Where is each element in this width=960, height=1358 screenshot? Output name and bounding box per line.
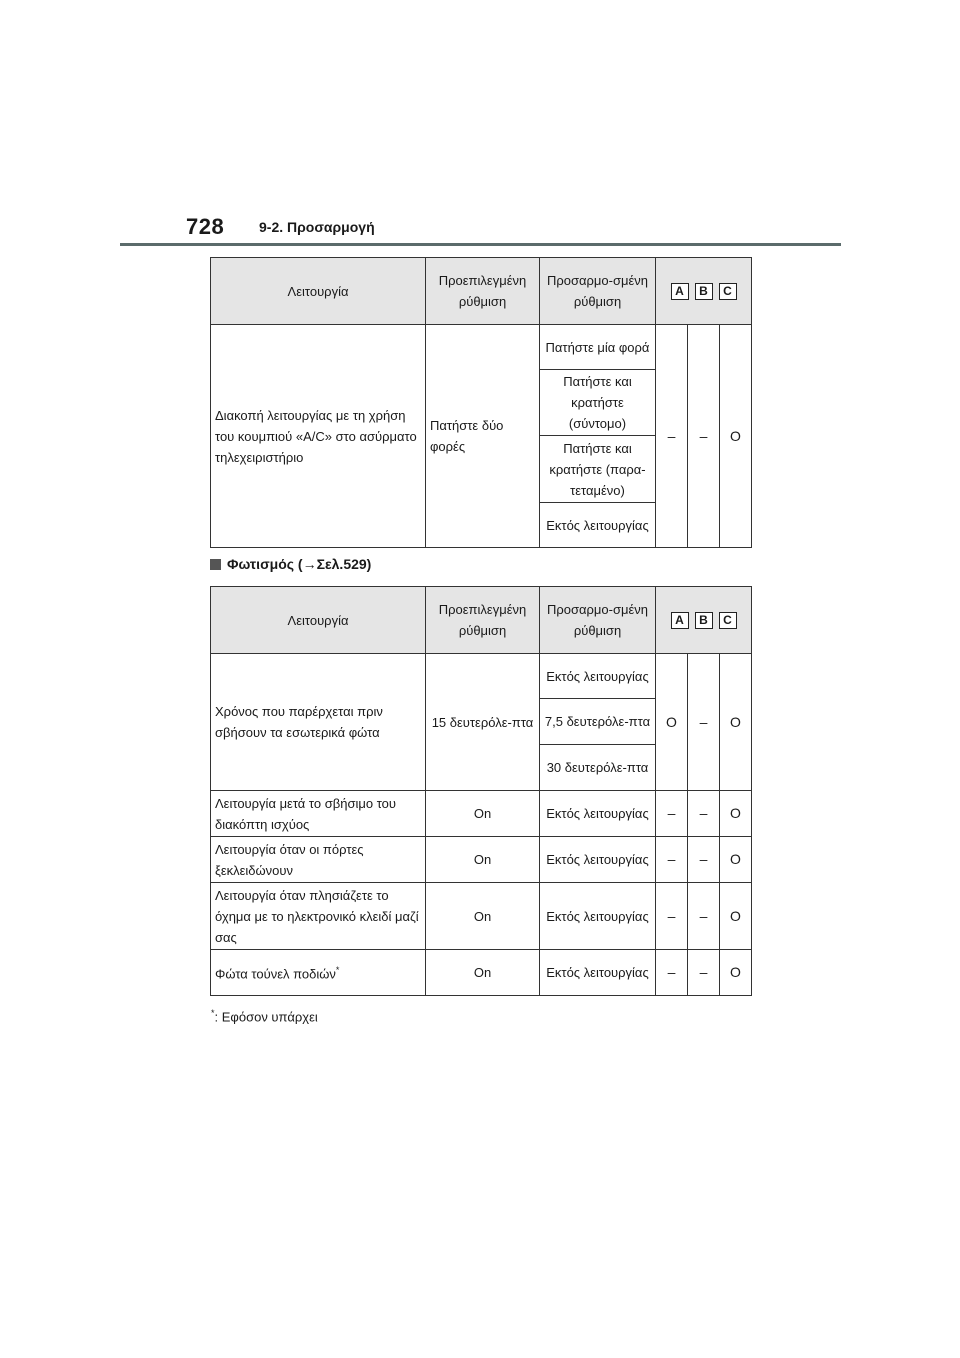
table-row: [211, 325, 752, 370]
a-cell: –: [656, 837, 688, 883]
option-cell: Εκτός λειτουργίας: [540, 883, 656, 950]
b-cell: –: [688, 654, 720, 791]
option-cell: Εκτός λειτουργίας: [540, 837, 656, 883]
b-box-icon: B: [695, 612, 713, 629]
b-cell: –: [688, 791, 720, 837]
table-row: [211, 950, 752, 996]
a-cell: –: [656, 950, 688, 996]
lighting-heading: [210, 556, 371, 572]
c-cell: O: [720, 950, 752, 996]
square-bullet-icon: [210, 559, 221, 570]
default-cell: 15 δευτερόλε-πτα: [426, 654, 540, 791]
option-cell: Εκτός λειτουργίας: [540, 791, 656, 837]
c-cell: O: [720, 325, 752, 548]
default-cell: On: [426, 883, 540, 950]
col-default-header: Προεπιλεγμένη ρύθμιση: [426, 587, 540, 654]
footnote: [211, 1008, 318, 1024]
col-abc-header: [656, 258, 752, 325]
c-cell: O: [720, 791, 752, 837]
b-cell: –: [688, 950, 720, 996]
function-text: Φώτα τούνελ ποδιών: [215, 966, 336, 982]
function-cell: Διακοπή λειτουργίας με τη χρήση του κουμπιού «A/C» στο ασύρματο τηλεχειριστήριο: [211, 325, 426, 548]
a-cell: –: [656, 325, 688, 548]
option-cell: Εκτός λειτουργίας: [540, 950, 656, 996]
footnote-text: : Εφόσον υπάρχει: [214, 1009, 318, 1025]
option-cell: Πατήστε και κρατήστε (παρα-τεταμένο): [540, 436, 656, 503]
c-box-icon: C: [719, 283, 737, 300]
default-cell: On: [426, 950, 540, 996]
table-row: [211, 837, 752, 883]
col-abc-header: [656, 587, 752, 654]
option-cell: Εκτός λειτουργίας: [540, 503, 656, 548]
a-cell: O: [656, 654, 688, 791]
footnote-mark: *: [211, 1008, 215, 1018]
b-cell: –: [688, 325, 720, 548]
option-cell: 7,5 δευτερόλε-πτα: [540, 699, 656, 745]
function-cell: [211, 950, 426, 996]
settings-table-lighting: [210, 586, 752, 996]
function-cell: Χρόνος που παρέρχεται πριν σβήσουν τα εσωτερικά φώτα: [211, 654, 426, 791]
lighting-heading-text: Φωτισμός (→Σελ.529): [227, 556, 372, 572]
a-box-icon: A: [671, 612, 689, 629]
page-number: 728: [186, 214, 225, 239]
table-header-row: [211, 258, 752, 325]
b-box-icon: B: [695, 283, 713, 300]
footnote-mark: *: [335, 965, 340, 976]
function-cell: Λειτουργία όταν οι πόρτες ξεκλειδώνουν: [211, 837, 426, 883]
table-header-row: [211, 587, 752, 654]
option-cell: Πατήστε μία φορά: [540, 325, 656, 370]
option-cell: 30 δευτερόλε-πτα: [540, 745, 656, 791]
table-row: [211, 883, 752, 950]
function-cell: Λειτουργία όταν πλησιάζετε το όχημα με το ηλεκτρονικό κλειδί μαζί σας: [211, 883, 426, 950]
option-cell: Εκτός λειτουργίας: [540, 654, 656, 699]
c-cell: O: [720, 837, 752, 883]
c-cell: O: [720, 654, 752, 791]
function-cell: Λειτουργία μετά το σβήσιμο του διακόπτη ισχύος: [211, 791, 426, 837]
table-row: [211, 654, 752, 699]
col-function-header: Λειτουργία: [211, 258, 426, 325]
a-cell: –: [656, 791, 688, 837]
default-cell: On: [426, 791, 540, 837]
col-custom-header: Προσαρμο-σμένη ρύθμιση: [540, 258, 656, 325]
col-custom-header: Προσαρμο-σμένη ρύθμιση: [540, 587, 656, 654]
section-title: 9-2. Προσαρμογή: [259, 219, 375, 235]
table-row: [211, 791, 752, 837]
col-function-header: Λειτουργία: [211, 587, 426, 654]
option-cell: Πατήστε και κρατήστε (σύντομο): [540, 370, 656, 436]
col-default-header: Προεπιλεγμένη ρύθμιση: [426, 258, 540, 325]
c-cell: O: [720, 883, 752, 950]
b-cell: –: [688, 837, 720, 883]
default-cell: Πατήστε δύο φορές: [426, 325, 540, 548]
a-cell: –: [656, 883, 688, 950]
header-divider: [120, 243, 841, 246]
c-box-icon: C: [719, 612, 737, 629]
settings-table-remote: [210, 257, 752, 548]
default-cell: On: [426, 837, 540, 883]
b-cell: –: [688, 883, 720, 950]
a-box-icon: A: [671, 283, 689, 300]
